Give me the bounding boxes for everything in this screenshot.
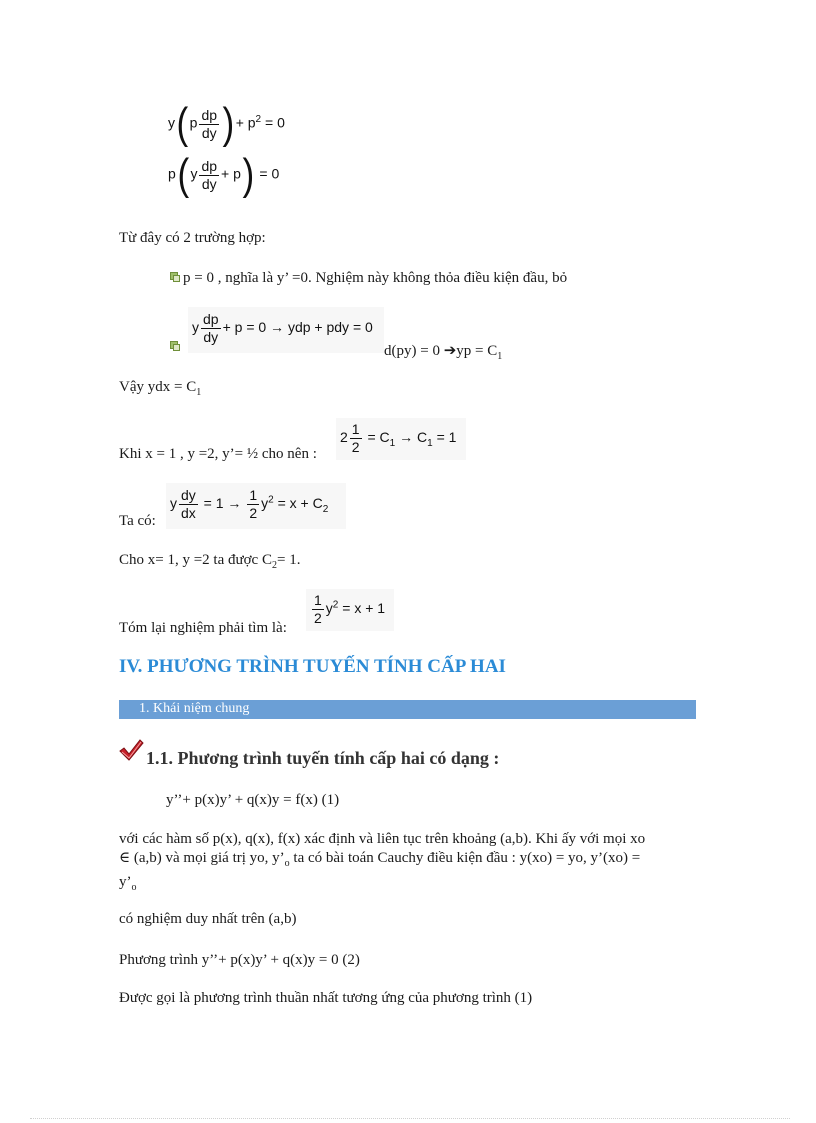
eq-y: y bbox=[325, 600, 333, 617]
page-bottom-border bbox=[30, 1118, 790, 1119]
eq1-exponent: 2 bbox=[255, 114, 262, 126]
frac-numerator: 1 bbox=[249, 487, 258, 503]
eq-mid: = 1 → bbox=[199, 495, 246, 512]
eq-rest: + p = 0 → ydp + pdy = 0 bbox=[222, 319, 373, 336]
section-bar-label: 1. Khái niệm chung bbox=[139, 701, 250, 716]
fraction-dp-dy bbox=[199, 107, 219, 142]
subscript: o bbox=[284, 858, 290, 869]
case-2-result bbox=[384, 341, 502, 362]
frac-denominator: dy bbox=[203, 329, 219, 345]
eq1-y: y bbox=[168, 114, 175, 131]
tomlai-equation-image bbox=[306, 589, 394, 631]
checkmark-icon bbox=[118, 738, 144, 762]
section-bar bbox=[119, 700, 696, 719]
vay-text: Vậy ydx = C bbox=[119, 379, 197, 395]
left-paren: ( bbox=[177, 150, 189, 199]
case-2-equation-image bbox=[188, 307, 384, 353]
subscript: 1 bbox=[196, 387, 202, 398]
frac-numerator: 1 bbox=[351, 421, 360, 437]
frac-numerator: dp bbox=[203, 311, 219, 327]
eq1-tail: + p bbox=[235, 114, 256, 131]
right-paren: ) bbox=[222, 99, 235, 148]
left-paren: ( bbox=[176, 99, 189, 148]
equation-line-2 bbox=[168, 150, 280, 199]
eq-rest: = x + 1 bbox=[338, 600, 386, 617]
frac-numerator: dp bbox=[201, 157, 218, 174]
eq-y2: y bbox=[261, 495, 269, 512]
arrow-icon: ➔ bbox=[443, 343, 457, 359]
case-1-text: p = 0 , nghĩa là y’ =0. Nghiệm này không thỏa điều kiện đầu, bỏ bbox=[183, 270, 568, 286]
para-1-line-2 bbox=[119, 849, 694, 873]
exponent: 2 bbox=[332, 599, 339, 611]
subscript: 1 bbox=[389, 438, 396, 449]
equation-1: y’’+ p(x)y’ + q(x)y = f(x) (1) bbox=[166, 792, 340, 808]
frac-denominator: dy bbox=[201, 175, 217, 192]
subscript: o bbox=[131, 882, 137, 893]
para-1-line-3 bbox=[119, 873, 694, 897]
whole-number: 2 bbox=[340, 429, 348, 446]
cho-text: Cho x= 1, y =2 ta được C bbox=[119, 552, 272, 568]
paragraph-4: Được gọi là phương trình thuần nhất tương ứng của phương trình (1) bbox=[119, 990, 533, 1006]
frac-denominator: dy bbox=[201, 124, 217, 141]
bullet-icon bbox=[170, 272, 179, 281]
khi-equation-image bbox=[336, 418, 466, 460]
fraction-half bbox=[312, 592, 324, 627]
eq1-p: p bbox=[189, 114, 198, 131]
khi-text: Khi x = 1 , y =2, y’= ½ cho nên : bbox=[119, 446, 317, 462]
eq1-rhs: = 0 bbox=[261, 114, 285, 131]
eq-rest-3: = 1 bbox=[432, 429, 457, 446]
cho-tail: = 1. bbox=[276, 552, 301, 568]
case-2-lhs: d(py) = 0 bbox=[384, 343, 444, 359]
para-1-line-3-a: y’ bbox=[119, 874, 132, 890]
eq-rest: = x + C bbox=[273, 495, 323, 512]
eq-y: y bbox=[192, 319, 199, 336]
frac-numerator: dp bbox=[201, 106, 218, 123]
frac-numerator: dy bbox=[181, 487, 196, 503]
tomlai-text: Tóm lại nghiệm phải tìm là: bbox=[119, 620, 287, 636]
frac-denominator: dx bbox=[181, 505, 196, 521]
eq2-rhs: = 0 bbox=[255, 165, 280, 182]
bullet-icon bbox=[170, 341, 179, 350]
taco-text: Ta có: bbox=[119, 513, 156, 529]
taco-equation-image bbox=[166, 483, 346, 529]
equation-line-1 bbox=[168, 99, 285, 148]
section-heading-iv: IV. PHƯƠNG TRÌNH TUYẾN TÍNH CẤP HAI bbox=[119, 656, 506, 677]
eq2-y: y bbox=[190, 165, 198, 182]
fraction-dp-dy bbox=[201, 311, 221, 346]
frac-numerator: 1 bbox=[314, 592, 322, 608]
para-1-line-1: với các hàm số p(x), q(x), f(x) xác định và liên tục trên khoảng (a,b). Khi ấy với mọi xo bbox=[119, 831, 646, 847]
subscript: 1 bbox=[497, 351, 503, 362]
para-1-line-2-a: ∈ (a,b) và mọi giá trị yo, y’ bbox=[119, 850, 285, 866]
frac-denominator: 2 bbox=[249, 505, 258, 521]
eq2-p: p bbox=[168, 165, 176, 182]
fraction-dp-dy bbox=[199, 158, 219, 193]
fraction-half bbox=[247, 487, 259, 522]
cases-intro: Từ đây có 2 trường hợp: bbox=[119, 230, 266, 246]
eq-y: y bbox=[170, 495, 177, 512]
eq2-plus-p: + p bbox=[221, 165, 241, 182]
frac-denominator: 2 bbox=[351, 439, 360, 455]
cho-line bbox=[119, 552, 300, 571]
subscript: 2 bbox=[322, 504, 329, 515]
fraction-half bbox=[350, 421, 362, 456]
paragraph-2: có nghiệm duy nhất trên (a,b) bbox=[119, 911, 297, 927]
fraction-dy-dx bbox=[179, 487, 198, 522]
case-2-rhs: yp = C bbox=[456, 343, 498, 359]
exponent: 2 bbox=[268, 494, 274, 506]
subscript: 2 bbox=[271, 560, 277, 571]
paragraph-1 bbox=[119, 830, 694, 897]
para-1-line-2-b: ta có bài toán Cauchy điều kiện đầu : y(xo) = yo, y’(xo) = bbox=[289, 850, 641, 866]
right-paren: ) bbox=[242, 150, 255, 199]
eq-rest: = C bbox=[363, 429, 390, 446]
eq-rest-2: → C bbox=[395, 429, 428, 446]
frac-denominator: 2 bbox=[314, 610, 322, 626]
vay-line bbox=[119, 379, 201, 398]
sub-heading: 1.1. Phương trình tuyến tính cấp hai có dạng : bbox=[146, 748, 500, 768]
paragraph-3: Phương trình y’’+ p(x)y’ + q(x)y = 0 (2) bbox=[119, 952, 360, 968]
subscript: 1 bbox=[427, 438, 433, 449]
